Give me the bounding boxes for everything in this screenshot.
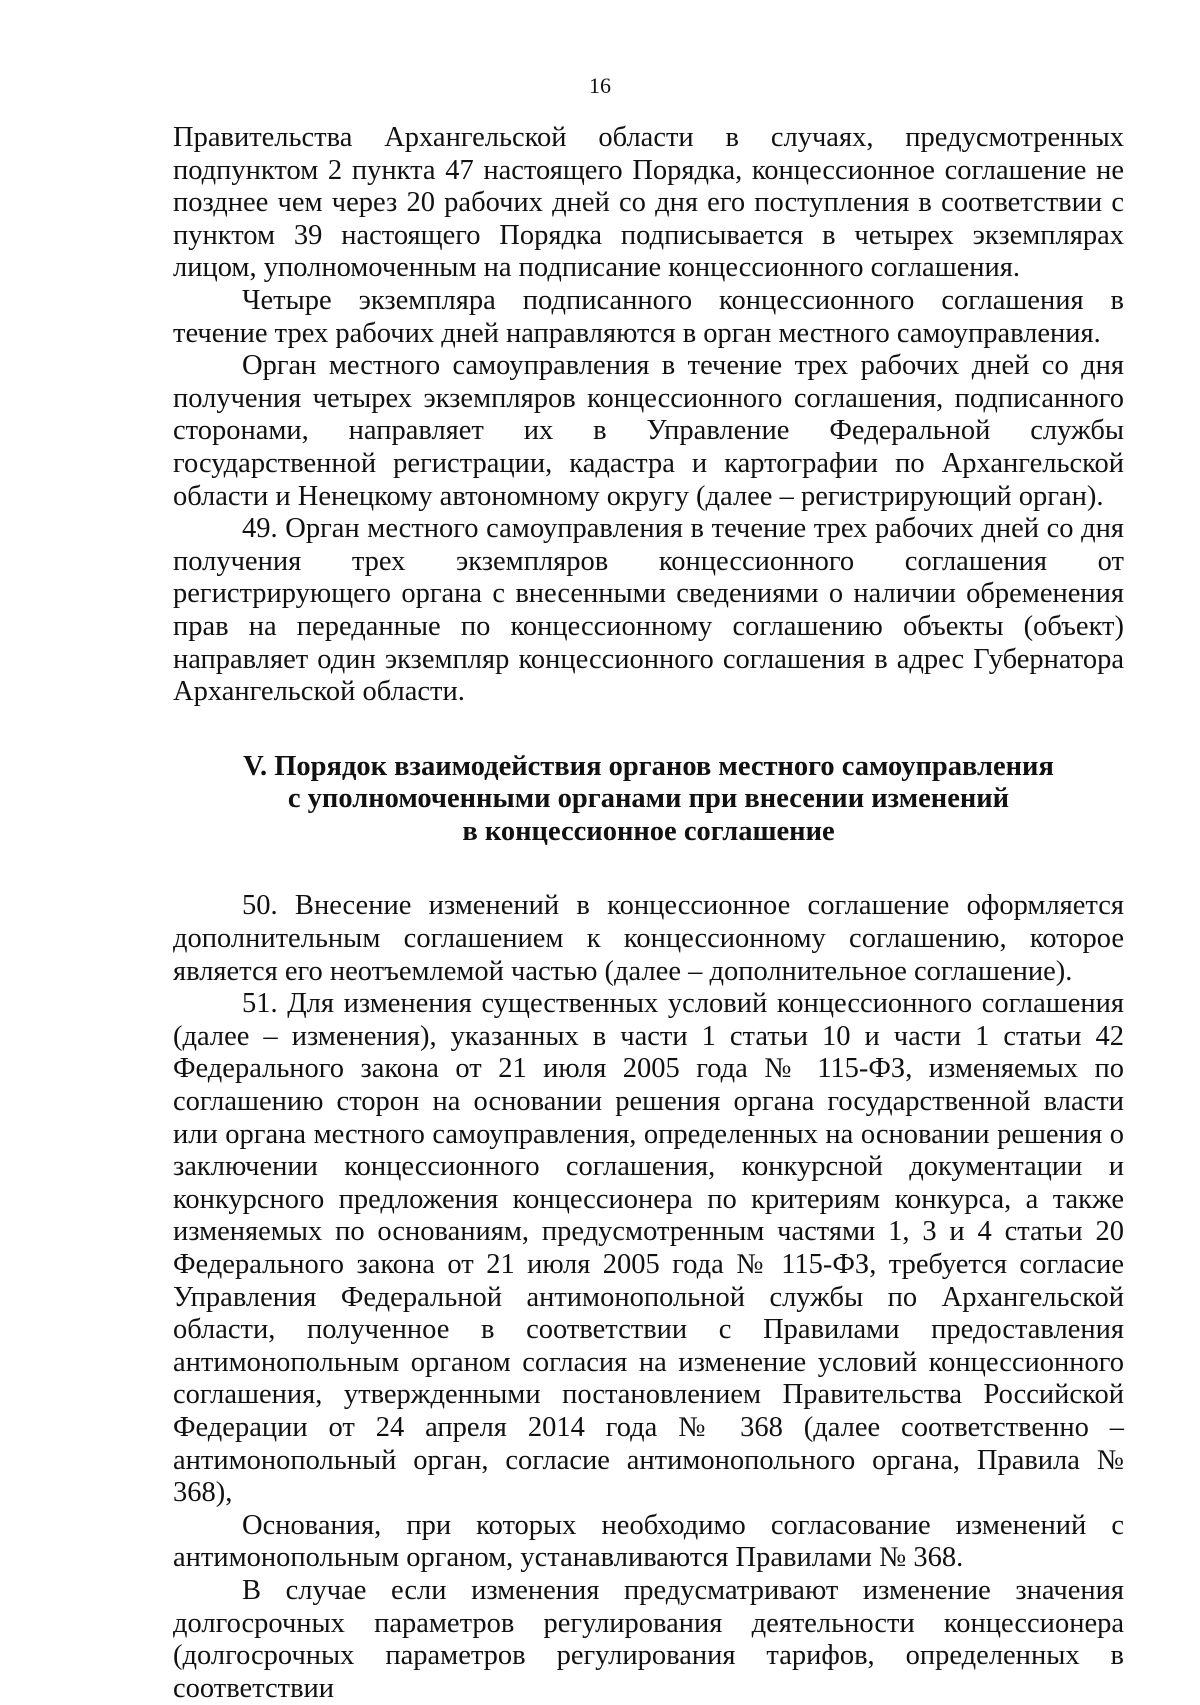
section-heading-line: в концессионное соглашение <box>462 815 835 847</box>
paragraph: Основания, при которых необходимо согласование изменений с антимонопольным органом, устанавливаются Правилами № 368. <box>173 1509 1124 1574</box>
page-number: 16 <box>589 73 611 98</box>
paragraph-item-49: 49. Орган местного самоуправления в течение трех рабочих дней со дня получения трех экземпляров концессионного соглашения от регистрирующего органа с внесенными сведениями о наличии обременения прав на переданные по концессионному соглашению объекты (объект) направляет один экземпляр концессионного соглашения в адрес Губернатора Архангельской области. <box>173 513 1124 708</box>
paragraph-item-51: 51. Для изменения существенных условий концессионного соглашения (далее – изменения), указанных в части 1 статьи 10 и части 1 статьи 42 Федерального закона от 21 июля 2005 года № 115-ФЗ, изменяемых по соглашению сторон на основании решения органа государственной власти или органа местного самоуправления, определенных на основании решения о заключении концессионного соглашения, конкурсной документации и конкурсного предложения концессионера по критериям конкурса, а также изменяемых по основаниям, предусмотренным частями 1, 3 и 4 статьи 20 Федерального закона от 21 июля 2005 года № 115-ФЗ, требуется согласие Управления Федеральной антимонопольной службы по Архангельской области, полученное в соответствии с Правилами предоставления антимонопольным органом согласия на изменение условий концессионного соглашения, утвержденными постановлением Правительства Российской Федерации от 24 апреля 2014 года № 368 (далее соответственно – антимонопольный орган, согласие антимонопольного органа, Правила № 368), <box>173 988 1124 1509</box>
paragraph: Орган местного самоуправления в течение трех рабочих дней со дня получения четырех экземпляров концессионного соглашения, подписанного сторонами, направляет их в Управление Федеральной службы государственной регистрации, кадастра и картографии по Архангельской области и Ненецкому автономному округу (далее – регистрирующий орган). <box>173 350 1124 512</box>
paragraph: Четыре экземпляра подписанного концессионного соглашения в течение трех рабочих дней направляются в орган местного самоуправления. <box>173 284 1124 349</box>
paragraph-continuation: Правительства Архангельской области в случаях, предусмотренных подпунктом 2 пункта 47 настоящего Порядка, концессионное соглашение не позднее чем через 20 рабочих дней со дня его поступления в соответствии с пунктом 39 настоящего Порядка подписывается в четырех экземплярах лицом, уполномоченным на подписание концессионного соглашения. <box>173 122 1124 284</box>
paragraph: В случае если изменения предусматривают изменение значения долгосрочных параметров регулирования деятельности концессионера (долгосрочных параметров регулирования тарифов, определенных в соответствии <box>173 1574 1124 1704</box>
section-heading <box>173 751 1124 849</box>
section-heading-line: V. Порядок взаимодействия органов местного самоуправления <box>243 750 1054 782</box>
document-body <box>173 122 1124 1705</box>
paragraph-item-50: 50. Внесение изменений в концессионное соглашение оформляется дополнительным соглашением к концессионному соглашению, которое является его неотъемлемой частью (далее – дополнительное соглашение). <box>173 890 1124 987</box>
section-heading-line: с уполномоченными органами при внесении изменений <box>287 783 1010 815</box>
